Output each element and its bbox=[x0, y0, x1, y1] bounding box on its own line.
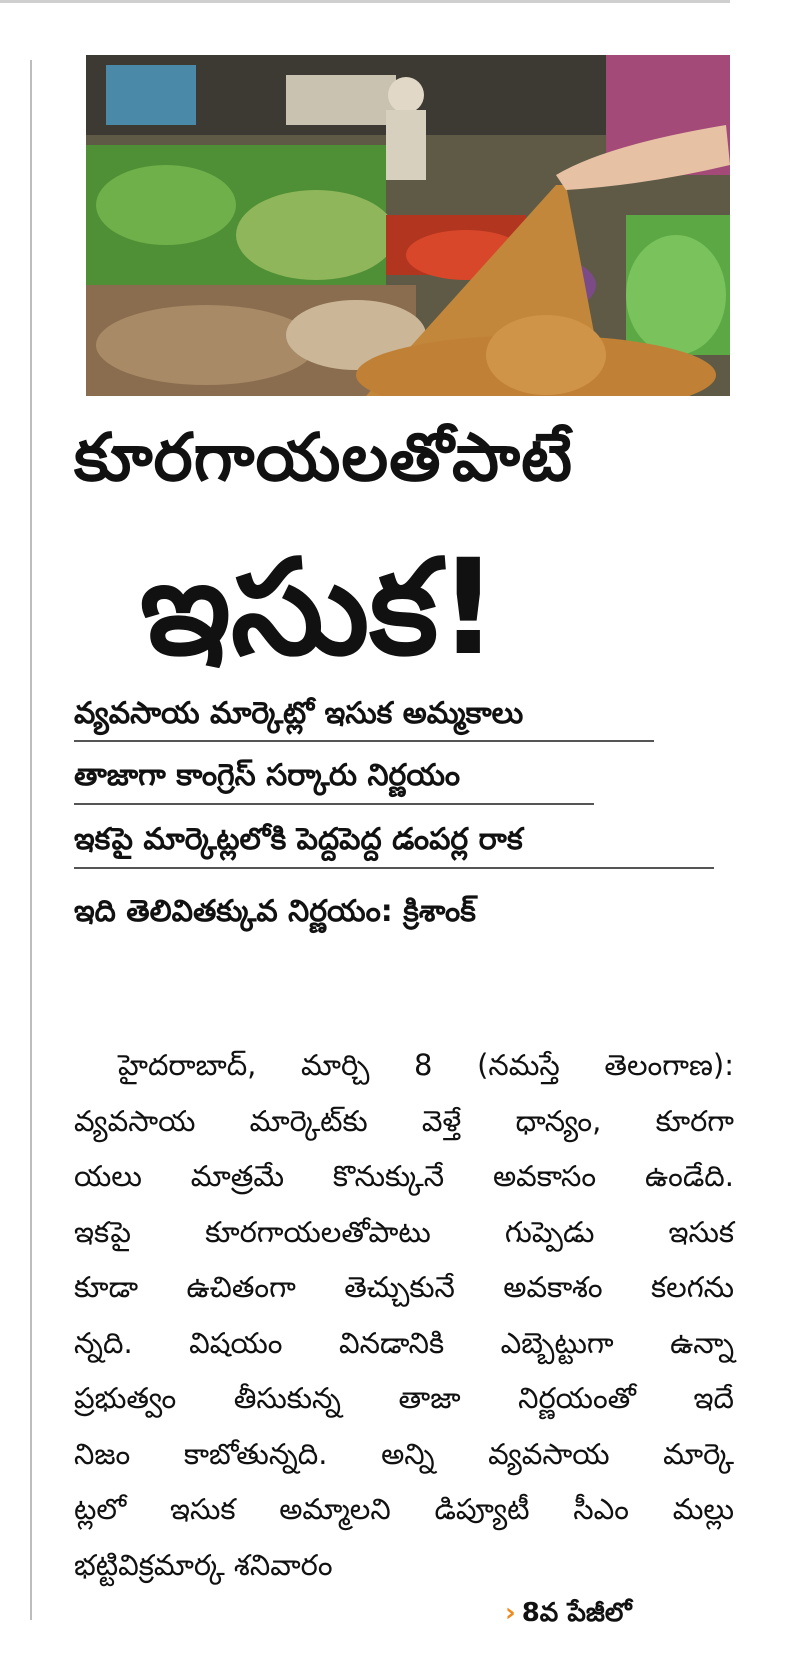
deck-line-3: ఇకపై మార్కెట్లలోకి పెద్దపెద్ద డంపర్ల రాక bbox=[74, 822, 523, 857]
deck-rule-1 bbox=[74, 740, 654, 742]
body-line: యలు మాత్రమే కొనుక్కునే అవకాసం ఉండేది. bbox=[74, 1159, 734, 1193]
column-divider bbox=[30, 60, 32, 1620]
chevron-right-icon: › bbox=[505, 1598, 516, 1628]
deck-line-4: ఇది తెలివితక్కువ నిర్ణయం: క్రిశాంక్ bbox=[74, 894, 476, 929]
body-line: ప్రభుత్వం తీసుకున్న తాజా నిర్ణయంతో ఇదే bbox=[74, 1381, 734, 1415]
body-line: కూడా ఉచితంగా తెచ్చుకునే అవకాశం కలగను bbox=[74, 1270, 734, 1304]
body-line: వ్యవసాయ మార్కెట్‌కు వెళ్తే ధాన్యం, కూరగా bbox=[74, 1103, 734, 1138]
article-body bbox=[74, 1038, 734, 1593]
deck-line-1: వ్యవసాయ మార్కెట్లో ఇసుక అమ్మకాలు bbox=[74, 696, 524, 731]
continuation-link[interactable] bbox=[505, 1593, 632, 1633]
headline-line-1: కూరగాయలతోపాటే bbox=[74, 419, 573, 496]
body-line: భట్టివిక్రమార్క శనివారం bbox=[74, 1547, 333, 1582]
market-photo bbox=[86, 55, 730, 396]
continuation-label: 8వ పేజీలో bbox=[521, 1598, 632, 1628]
deck-rule-2 bbox=[74, 803, 594, 805]
top-rule bbox=[0, 0, 730, 3]
body-line: ఇకపై కూరగాయలతోపాటు గుప్పెడు ఇసుక bbox=[74, 1214, 734, 1249]
headline-line-2: ఇసుక! bbox=[140, 531, 499, 685]
body-line: న్నది. విషయం వినడానికి ఎబ్బెట్టుగా ఉన్నా bbox=[74, 1325, 734, 1360]
deck-line-2: తాజాగా కాంగ్రెస్ సర్కారు నిర్ణయం bbox=[74, 758, 461, 793]
body-line: ట్లలో ఇసుక అమ్మాలని డిప్యూటీ సీఎం మల్లు bbox=[74, 1492, 734, 1526]
deck-rule-3 bbox=[74, 867, 714, 869]
body-line: హైదరాబాద్, మార్చి 8 (నమస్తే తెలంగాణ): bbox=[118, 1048, 734, 1082]
body-line: నిజం కాబోతున్నది. అన్ని వ్యవసాయ మార్కె bbox=[74, 1436, 734, 1471]
market-photo-illustration bbox=[86, 55, 730, 396]
